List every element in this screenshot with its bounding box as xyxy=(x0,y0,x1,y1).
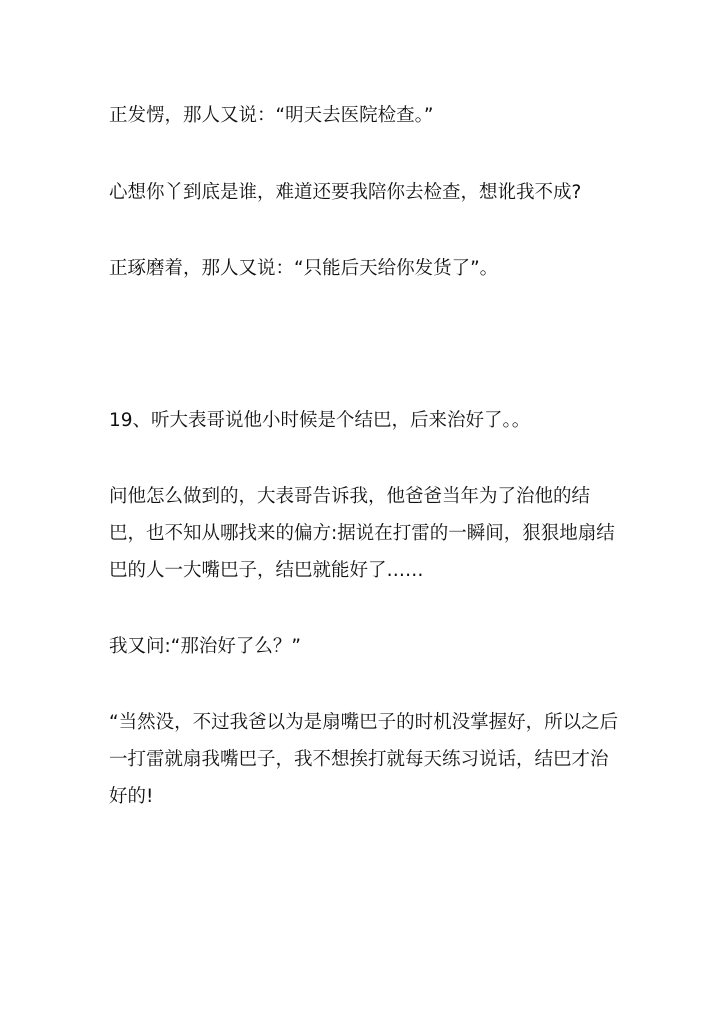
paragraph-4: 19、听大表哥说他小时候是个结巴，后来治好了。。 xyxy=(109,410,531,431)
paragraph-1: 正发愣，那人又说：“明天去医院检查。” xyxy=(109,105,434,126)
paragraph-7: “当然没，不过我爸以为是扇嘴巴子的时机没掌握好，所以之后一打雷就扇我嘴巴子，我不想挨打就每天练习说话，结巴才治好的! xyxy=(109,712,619,807)
paragraph-3: 正琢磨着，那人又说：“只能后天给你发货了”。 xyxy=(109,258,499,279)
paragraph-5: 问他怎么做到的，大表哥告诉我，他爸爸当年为了治他的结巴，也不知从哪找来的偏方:据说在打雷的一瞬间，狠狠地扇结巴的人一大嘴巴子，结巴就能好了…… xyxy=(109,486,615,581)
paragraph-6: 我又问:“那治好了么？” xyxy=(109,636,301,657)
paragraph-2: 心想你丫到底是谁，难道还要我陪你去检查，想讹我不成? xyxy=(109,182,582,203)
